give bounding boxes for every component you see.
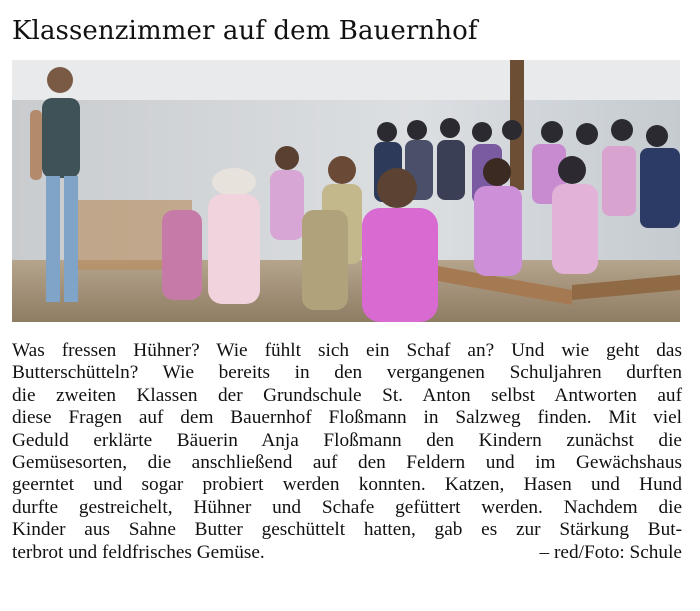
- article-line: diese Fragen auf dem Bauernhof Floßmann in Salzweg finden. Mit viel: [12, 407, 682, 429]
- classroom-photo-illustration: [12, 60, 680, 322]
- article-photo: [12, 60, 680, 322]
- article-body: [12, 340, 682, 564]
- article-line: Kinder aus Sahne Butter geschüttelt hatten, gab es zur Stärkung But-: [12, 519, 682, 541]
- article-line: durfte gestreichelt, Hühner und Schafe gefüttert werden. Nachdem die: [12, 496, 682, 518]
- article-last-line: [12, 542, 682, 564]
- article-line: terbrot und feldfrisches Gemüse.: [12, 541, 265, 563]
- article-line: Geduld erklärte Bäuerin Anja Floßmann den Kindern zunächst die: [12, 429, 682, 451]
- article-line: Butterschütteln? Wie bereits in den vergangenen Schuljahren durften: [12, 362, 682, 384]
- article-line: geerntet und sogar probiert werden konnten. Katzen, Hasen und Hund: [12, 474, 682, 496]
- article-line: die zweiten Klassen der Grundschule St. Anton selbst Antworten auf: [12, 384, 682, 406]
- headline: Klassenzimmer auf dem Bauernhof: [12, 16, 478, 46]
- photo-credit: – red/Foto: Schule: [539, 541, 682, 563]
- article-line: Was fressen Hühner? Wie fühlt sich ein Schaf an? Und wie geht das: [12, 340, 682, 361]
- article-line: Gemüsesorten, die anschließend auf den Feldern und im Gewächshaus: [12, 452, 682, 474]
